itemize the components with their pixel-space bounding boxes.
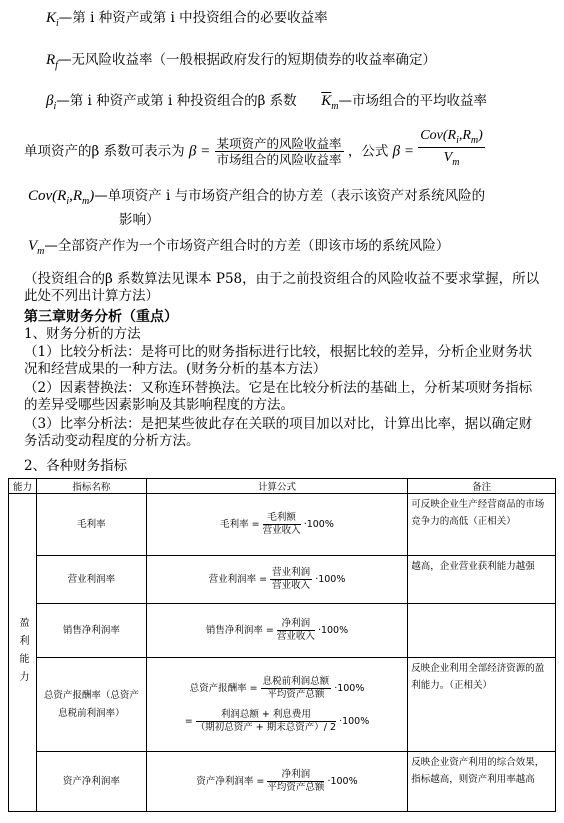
col-header: 备注	[408, 479, 556, 494]
note: 反映企业资产利用的综合效果，指标越高，则资产利用率越高	[408, 752, 556, 812]
col-header: 计算公式	[146, 479, 407, 494]
note: 越高，企业营业获利能力越强	[408, 556, 556, 604]
def-rf: $R_f—$无风险收益率（一般根据政府发行的短期债券的收益率确定）	[46, 52, 436, 71]
table-header-row	[9, 479, 556, 494]
beta-formula: 单项资产的β 系数可表示为 β = $\frac{\text{某项资产的风险收益率}}{\text{市场组合的风险收益率}}$ ，公式 β = $\frac{Cov(R_i,R_m)}{V_m}$	[24, 128, 483, 168]
section1-title: 1、财务分析的方法	[24, 326, 141, 342]
indicator-name: 资产净利润率	[36, 752, 146, 812]
table-row	[9, 494, 556, 556]
method-factor: （2）因素替换法：又称连环替换法。它是在比较分析法的基础上，分析某项财务指标的差异受哪些因素影响及其影响程度的方法。	[24, 380, 533, 413]
table-row	[9, 658, 556, 752]
formula: 总资产报酬率 = 息税前利润总额 平均资产总额 ·100% = 利润总额 + 利息费用 （期初总资产 + 期末总资产）/ 2 ·100%	[146, 658, 407, 752]
method-comparison: （1）比较分析法：是将可比的财务指标进行比较，根据比较的差异，分析企业财务状况和经营成果的一种方法。(财务分析的基本方法）	[24, 344, 533, 377]
financial-indicators-table	[8, 478, 556, 812]
indicator-name: 总资产报酬率（总资产息税前利润率）	[36, 658, 146, 752]
def-ki: $K_i—$第 i 种资产或第 i 中投资组合的必要收益率	[46, 10, 328, 29]
method-ratio: （3）比率分析法：是把某些彼此存在关联的项目加以对比，计算出比率，据以确定财务活动变动程度的分析方法。	[24, 416, 533, 449]
def-vm: $V_m—$全部资产作为一个市场资产组合时的方差（即该市场的系统风险）	[28, 238, 450, 257]
indicator-name: 销售净利润率	[36, 604, 146, 658]
table-row	[9, 752, 556, 812]
col-header: 指标名称	[36, 479, 146, 494]
table-row	[9, 556, 556, 604]
chapter-title: 第三章财务分析（重点）	[24, 309, 178, 325]
section2-title: 2、各种财务指标	[24, 458, 128, 474]
def-cov: $Cov(R_i,R_m)—$单项资产 i 与市场资产组合的协方差（表示该资产对系统风险的	[28, 188, 486, 207]
col-header: 能力	[9, 479, 37, 494]
note	[408, 604, 556, 658]
def-cov-cont: 影响）	[119, 212, 160, 228]
note: 可反映企业生产经营商品的市场竞争力的高低（正相关）	[408, 494, 556, 556]
def-beta: $\beta_i—$第 i 种资产或第 i 种投资组合的β 系数 $\overline{K}_m—$市场组合的平均收益率	[46, 93, 488, 112]
formula: 毛利率 = 毛利额 营业收入 ·100%	[146, 494, 407, 556]
ability-cell: 盈利能力	[9, 494, 37, 812]
note: 反映企业利用全部经济资源的盈利能力。（正相关）	[408, 658, 556, 752]
formula: 营业利润率 = 营业利润 营业收入 ·100%	[146, 556, 407, 604]
indicator-name: 营业利润率	[36, 556, 146, 604]
table-row	[9, 604, 556, 658]
formula: 资产净利润率 = 净利润 平均资产总额 ·100%	[146, 752, 407, 812]
portfolio-note: （投资组合的β 系数算法见课本 P58，由于之前投资组合的风险收益不要求掌握，所以此处不列出计算方法）	[24, 271, 540, 304]
indicator-name: 毛利率	[36, 494, 146, 556]
formula: 销售净利润率 = 净利润 营业收入 ·100%	[146, 604, 407, 658]
